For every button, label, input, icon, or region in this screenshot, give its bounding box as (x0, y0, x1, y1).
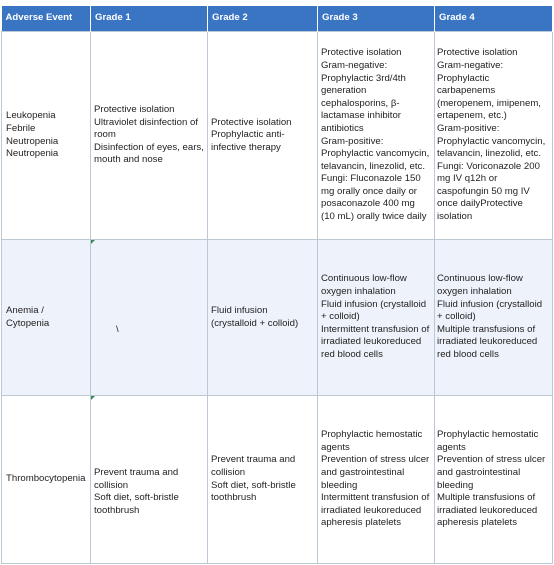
comment-marker-icon (91, 396, 95, 400)
table-row-thrombocytopenia (2, 396, 553, 564)
cell-grade-4: Protective isolation Gram-negative: Prophylactic carbapenems (meropenem, imipenem, ertapenem, etc.) Gram-positive: Prophylactic vancomycin, telavancin, linezolid, etc. Fungi: Voriconazole 200 mg IV q12h or caspofungin 50 mg IV once dailyProtective isolation (435, 32, 553, 240)
cell-grade-1-text: Prevent trauma and collision Soft diet, soft-bristle toothbrush (94, 466, 179, 516)
header-grade-3: Grade 3 (318, 6, 435, 32)
cell-grade-1 (91, 396, 208, 564)
cell-adverse-event: Leukopenia Febrile Neutropenia Neutropenia (2, 32, 91, 240)
header-grade-4: Grade 4 (435, 6, 553, 32)
cell-grade-3: Continuous low-flow oxygen inhalation Fluid infusion (crystalloid + colloid) Intermittent transfusion of irradiated leukoreduced red blood cells (318, 240, 435, 396)
cell-adverse-event: Anemia / Cytopenia (2, 240, 91, 396)
cell-grade-2: Fluid infusion (crystalloid + colloid) (208, 240, 318, 396)
table-header-row (2, 6, 553, 32)
adverse-event-table (1, 6, 553, 564)
header-grade-1: Grade 1 (91, 6, 208, 32)
header-adverse-event: Adverse Event (2, 6, 91, 32)
header-grade-2: Grade 2 (208, 6, 318, 32)
cell-adverse-event: Thrombocytopenia (2, 396, 91, 564)
table-row-anemia (2, 240, 553, 396)
cell-grade-4: Continuous low-flow oxygen inhalation Fluid infusion (crystalloid + colloid) Multiple transfusions of irradiated leukoreduced red blood cells (435, 240, 553, 396)
cell-grade-1: Protective isolation Ultraviolet disinfection of room Disinfection of eyes, ears, mouth and nose (91, 32, 208, 240)
cell-grade-2: Protective isolation Prophylactic anti-infective therapy (208, 32, 318, 240)
cell-grade-2: Prevent trauma and collision Soft diet, soft-bristle toothbrush (208, 396, 318, 564)
comment-marker-icon (91, 240, 95, 244)
cell-grade-3: Prophylactic hemostatic agents Prevention of stress ulcer and gastrointestinal bleeding Intermittent transfusion of irradiated leukoreduced apheresis platelets (318, 396, 435, 564)
cell-grade-3: Protective isolation Gram-negative: Prophylactic 3rd/4th generation cephalosporins, β-lactamase inhibitor antibiotics Gram-positive: Prophylactic vancomycin, telavancin, linezolid, etc. Fungi: Fluconazole 150 mg orally once daily or posaconazole 400 mg (10 mL) orally twice daily (318, 32, 435, 240)
table-row-leukopenia (2, 32, 553, 240)
cell-grade-1 (91, 240, 208, 396)
cell-grade-4: Prophylactic hemostatic agents Prevention of stress ulcer and gastrointestinal bleeding Multiple transfusions of irradiated leukoreduced apheresis platelets (435, 396, 553, 564)
cell-grade-1-text: \ (116, 323, 119, 335)
